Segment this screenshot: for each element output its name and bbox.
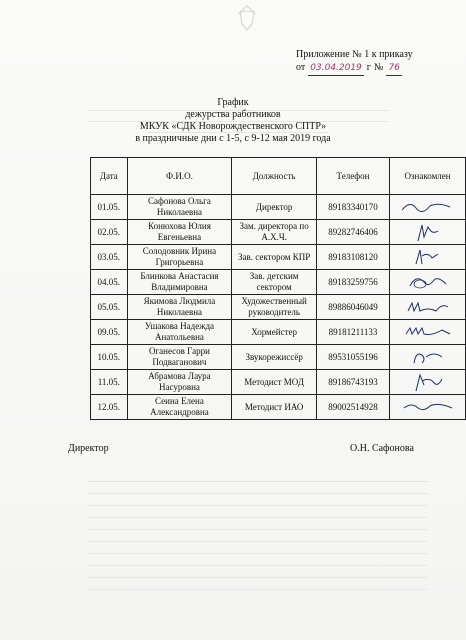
cell-position: Методист МОД (232, 370, 317, 395)
cell-signature (390, 370, 466, 395)
annex-header (296, 48, 413, 76)
cell-signature (390, 295, 466, 320)
duty-table (90, 157, 466, 420)
cell-signature (390, 345, 466, 370)
cell-name: Абрамова Лаура Насуровна (127, 370, 232, 395)
table-row (91, 195, 466, 220)
table-row (91, 220, 466, 245)
signature-icon (398, 246, 458, 268)
cell-name: Якимова Людмила Николаевна (127, 295, 232, 320)
annex-line1: Приложение № 1 к приказу (296, 49, 413, 60)
title-line2: дежурства работников (185, 109, 281, 120)
annex-number-label: № (373, 62, 384, 73)
cell-name: Конюхова Юлия Евгеньевна (127, 220, 232, 245)
header-acknowledged: Ознакомлен (390, 158, 466, 195)
table-row (91, 245, 466, 270)
annex-from-label: от (296, 62, 306, 73)
emblem-watermark (232, 4, 262, 32)
cell-signature (390, 245, 466, 270)
signature-icon (398, 272, 458, 292)
cell-signature (390, 220, 466, 245)
header-phone: Телефон (316, 158, 389, 195)
cell-phone: 89181211133 (316, 320, 389, 345)
cell-name: Сеина Елена Александровна (127, 395, 232, 420)
cell-date: 10.05. (91, 345, 128, 370)
cell-date: 04.05. (91, 270, 128, 295)
signature-icon (398, 322, 458, 342)
cell-signature (390, 270, 466, 295)
cell-phone: 89186743193 (316, 370, 389, 395)
header-name: Ф.И.О. (127, 158, 232, 195)
signature-icon (398, 398, 458, 416)
signature-icon (398, 297, 458, 317)
signature-icon (398, 198, 458, 216)
cell-name: Солодовник Ирина Григорьевна (127, 245, 232, 270)
cell-name: Оганесов Гарри Подваганович (127, 345, 232, 370)
cell-phone: 89531055196 (316, 345, 389, 370)
cell-phone: 89183108120 (316, 245, 389, 270)
title-line3: МКУК «СДК Новорождественского СПТР» (139, 121, 327, 132)
table-header-row (91, 158, 466, 195)
cell-date: 09.05. (91, 320, 128, 345)
cell-phone: 89886046049 (316, 295, 389, 320)
table-row (91, 345, 466, 370)
cell-name: Блинкова Анастасия Владимировна (127, 270, 232, 295)
cell-phone: 89002514928 (316, 395, 389, 420)
table-row (91, 370, 466, 395)
table-row (91, 295, 466, 320)
title-line1: График (217, 97, 249, 108)
cell-phone: 89183340170 (316, 195, 389, 220)
signature-icon (398, 371, 458, 393)
header-date: Дата (91, 158, 128, 195)
footer-director-label: Директор (68, 443, 109, 454)
cell-date: 03.05. (91, 245, 128, 270)
annex-year-suffix: г (366, 62, 371, 73)
signature-icon (398, 221, 458, 243)
cell-position: Зав. детским сектором (232, 270, 317, 295)
cell-date: 12.05. (91, 395, 128, 420)
header-position: Должность (232, 158, 317, 195)
footer-director-name: О.Н. Сафонова (350, 443, 414, 454)
annex-number: 76 (386, 62, 401, 76)
table-row (91, 395, 466, 420)
annex-line2 (296, 61, 413, 76)
cell-name: Сафонова Ольга Николаевна (127, 195, 232, 220)
signature-icon (398, 347, 458, 367)
cell-date: 05.05. (91, 295, 128, 320)
cell-position: Методист ИАО (232, 395, 317, 420)
cell-position: Звукорежиссёр (232, 345, 317, 370)
cell-signature (390, 195, 466, 220)
title-line4: в праздничные дни с 1-5, с 9-12 мая 2019 года (135, 133, 331, 144)
table-row (91, 270, 466, 295)
cell-phone: 89183259756 (316, 270, 389, 295)
cell-date: 02.05. (91, 220, 128, 245)
document-title (0, 97, 466, 145)
reverse-side-bleed-lower (88, 470, 428, 620)
cell-phone: 89282746406 (316, 220, 389, 245)
cell-signature (390, 395, 466, 420)
cell-date: 11.05. (91, 370, 128, 395)
table-row (91, 320, 466, 345)
cell-name: Ушакова Надежда Анатольевна (127, 320, 232, 345)
annex-date: 03.04.2019 (308, 62, 364, 76)
cell-position: Хормейстер (232, 320, 317, 345)
cell-position: Директор (232, 195, 317, 220)
cell-date: 01.05. (91, 195, 128, 220)
cell-position: Зам. директора по А.Х.Ч. (232, 220, 317, 245)
cell-signature (390, 320, 466, 345)
cell-position: Художественный руководитель (232, 295, 317, 320)
cell-position: Зав. сектором КПР (232, 245, 317, 270)
